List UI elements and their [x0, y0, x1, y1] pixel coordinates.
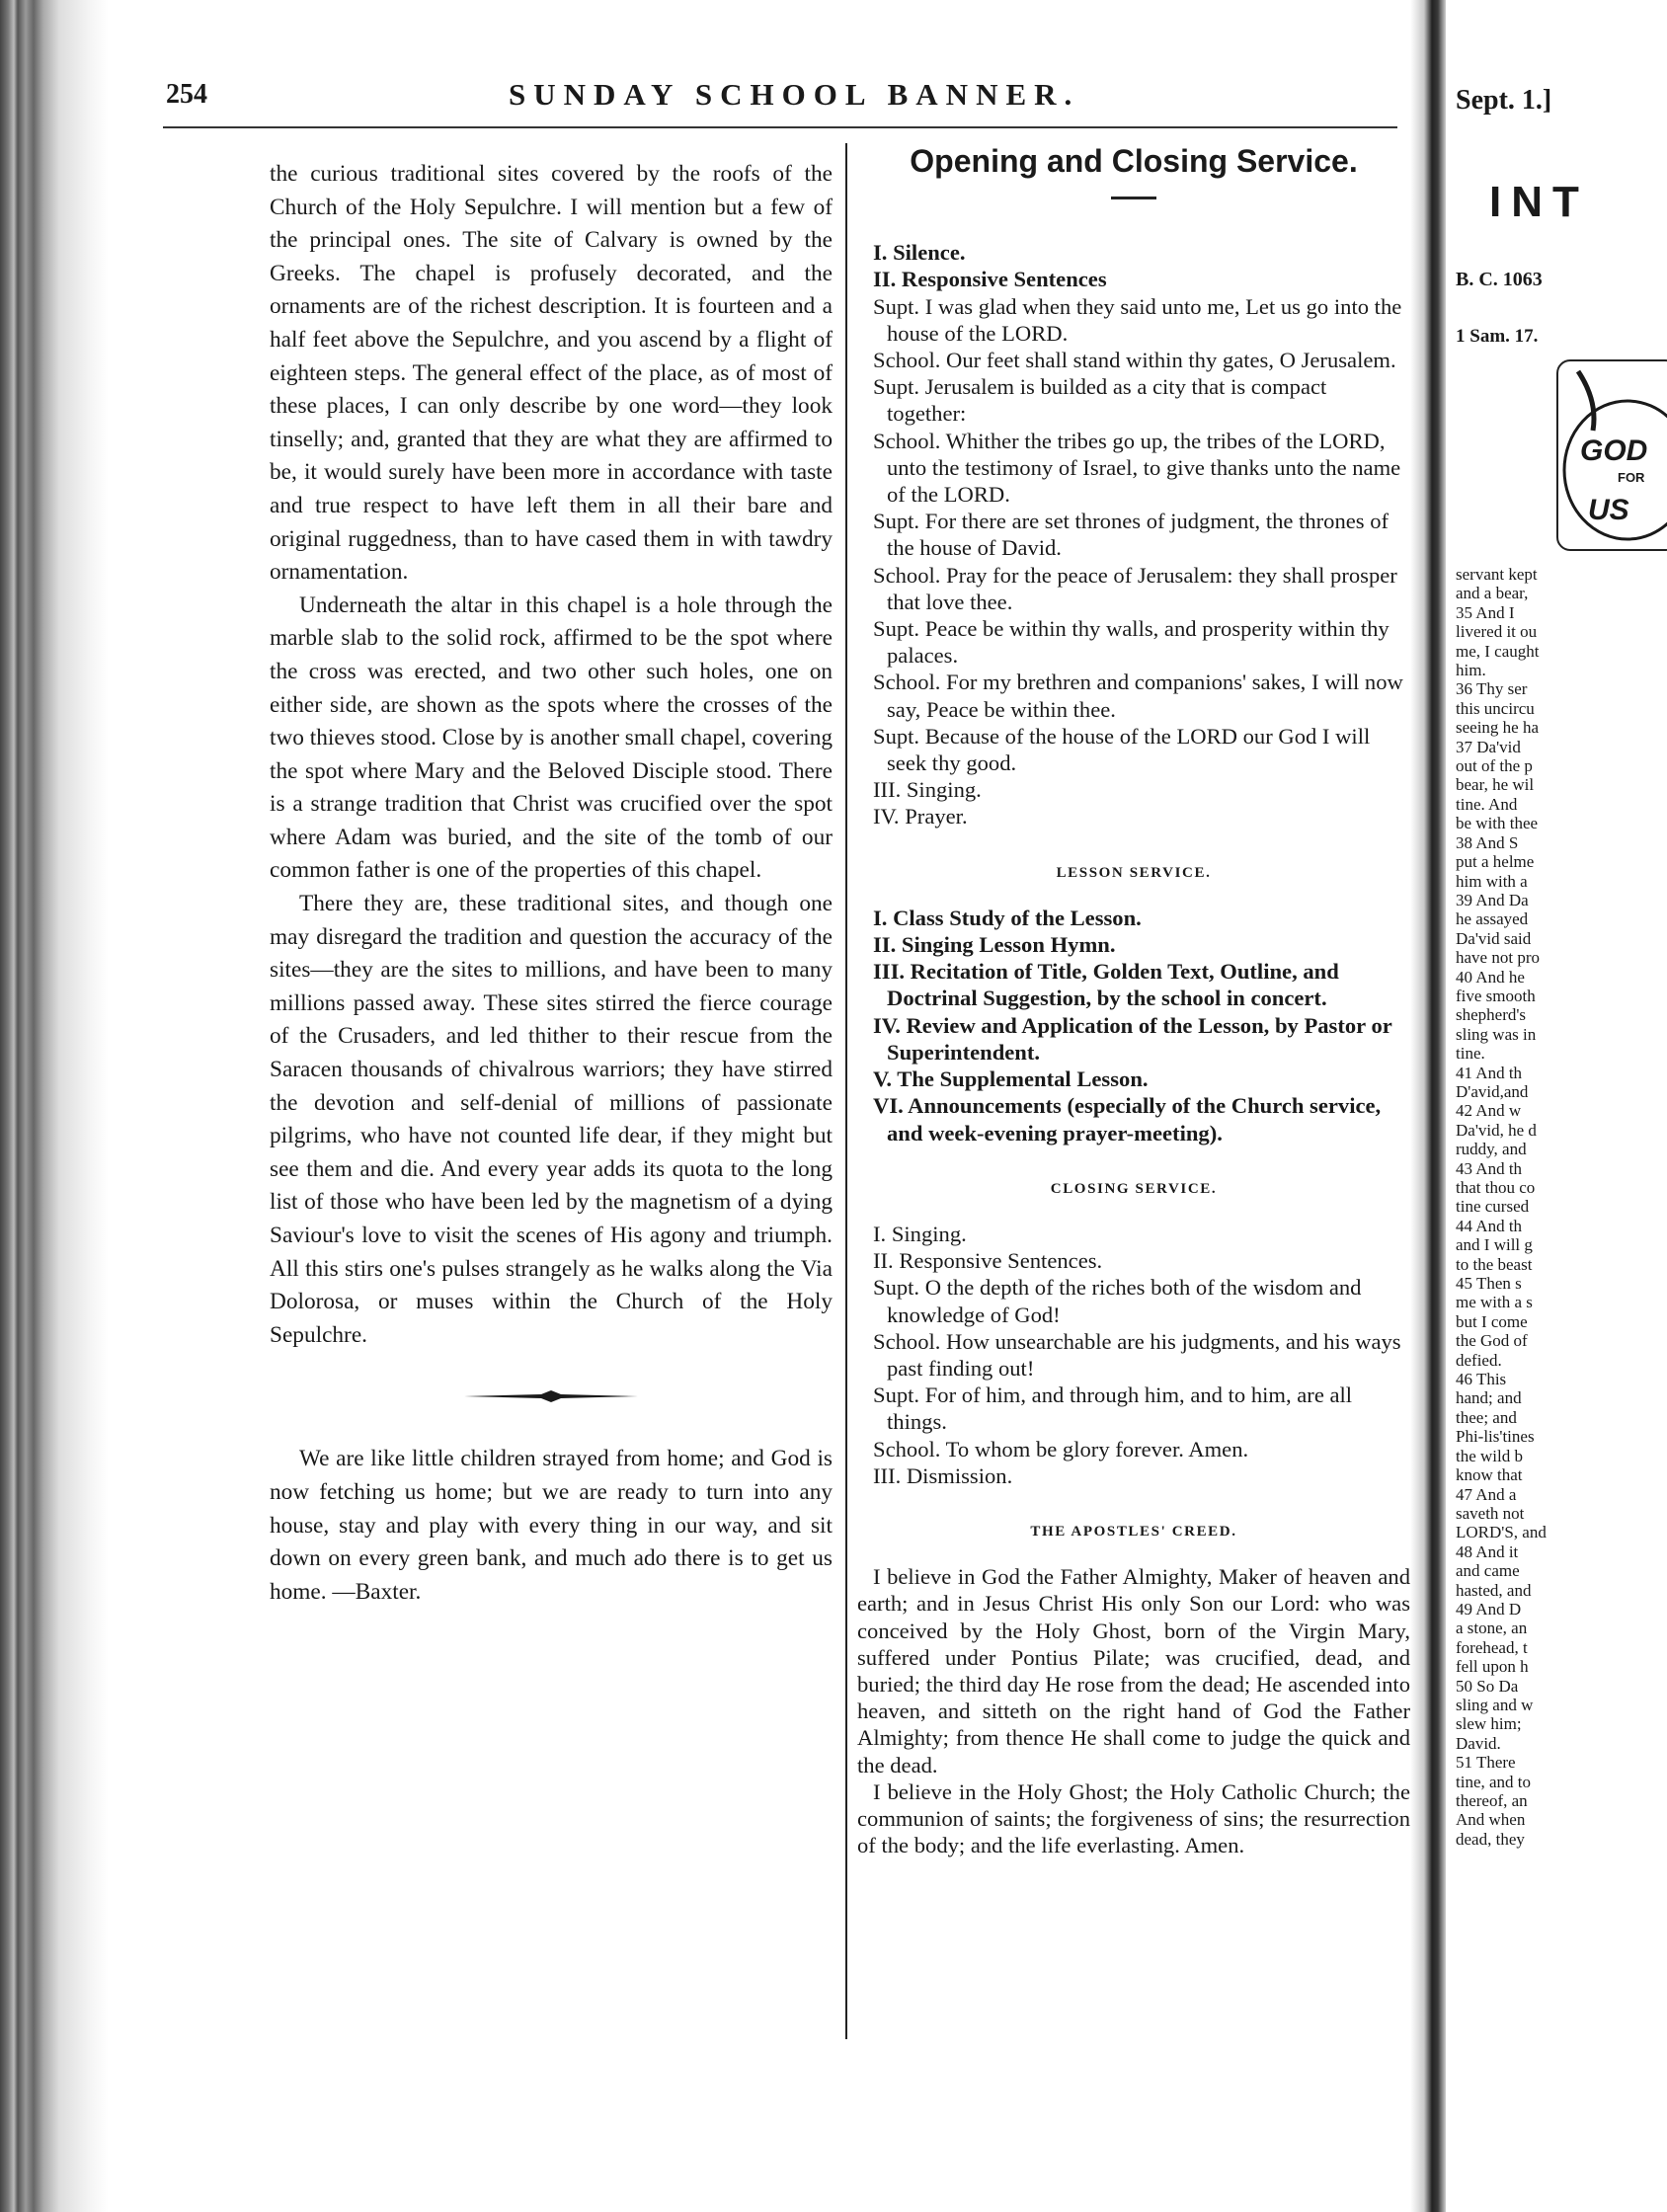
facing-page-line: out of the p	[1456, 756, 1533, 776]
creed-paragraph: I believe in God the Father Almighty, Maker of heaven and earth; and in Jesus Christ His only Son our Lord: who was conceived by the Holy Ghost, born of the Virgin Mary, suffered under Pontius Pilate; was crucified, dead, and buried; the third day He rose from the dead; He ascended into heaven, and sitteth on the right hand of God the Father Almighty; from thence He shall come to judge the quick and the dead.	[857, 1564, 1410, 1778]
facing-page-line: saveth not	[1456, 1503, 1525, 1523]
facing-page-title: INT	[1489, 178, 1589, 226]
facing-page-line: 47 And a	[1456, 1484, 1517, 1504]
opening-service	[857, 239, 1410, 830]
page-number: 254	[166, 79, 207, 110]
creed-paragraph: I believe in the Holy Ghost; the Holy Catholic Church; the communion of saints; the forgiveness of sins; the resurrection of the body; and the life everlasting. Amen.	[857, 1778, 1410, 1858]
facing-page-line: this uncircu	[1456, 698, 1535, 718]
facing-page-year: B. C. 1063	[1456, 269, 1543, 290]
facing-page-reference: 1 Sam. 17.	[1456, 326, 1539, 347]
facing-page-line: him with a	[1456, 871, 1528, 891]
facing-page-line: him.	[1456, 661, 1486, 680]
facing-page-line: and I will g	[1456, 1235, 1533, 1255]
running-title: SUNDAY SCHOOL BANNER.	[509, 77, 1080, 112]
facing-page-line: 37 Da'vid	[1456, 737, 1521, 756]
opening-line: Supt. Peace be within thy walls, and prosperity within thy palaces.	[873, 616, 1389, 669]
book-binding-edge	[0, 0, 109, 2212]
page-gutter	[1410, 0, 1446, 2212]
creed-heading: THE APOSTLES' CREED.	[1030, 1523, 1237, 1540]
article-paragraph-3: There they are, these traditional sites, and though one may disregard the tradition and question the accuracy of the sites—they are the sites to millions, and have been to many millions passed away. These sites stirred the fierce courage of the Crusaders, and led thither to their rescue from the Saracen thousands of chivalrous warriors; they have stirred the devotion and self-denial of millions of passionate pilgrims, who have not counted life dear, if they might but see them and die. And every year adds its quota to the long list of those who have been led by the magnetism of a dying Saviour's love to visit the scenes of His agony and triumph. All this stirs one's pulses strangely as he walks along the Via Dolorosa, or muses within the Church of the Holy Sepulchre.	[270, 891, 833, 1348]
lesson-line: I. Class Study of the Lesson.	[873, 905, 1142, 930]
facing-page-line: 35 And I	[1456, 602, 1515, 622]
opening-line: I. Silence.	[873, 240, 966, 266]
facing-page-line: defied.	[1456, 1350, 1502, 1370]
lesson-line: III. Recitation of Title, Golden Text, Outline, and Doctrinal Suggestion, by the school in concert.	[873, 959, 1339, 1011]
left-column	[270, 158, 833, 1609]
ornament-divider	[462, 1389, 640, 1403]
facing-page-line: that thou co	[1456, 1178, 1536, 1197]
facing-page-line: 48 And it	[1456, 1541, 1519, 1561]
facing-page-line: but I come	[1456, 1311, 1528, 1331]
facing-page-line: slew him;	[1456, 1714, 1522, 1734]
facing-page-line: to the beast	[1456, 1254, 1533, 1274]
emblem-word-for: FOR	[1618, 470, 1645, 485]
facing-page-text	[1456, 565, 1667, 1849]
facing-page-line: thee; and	[1456, 1407, 1517, 1427]
facing-page-line: David.	[1456, 1733, 1501, 1753]
article-paragraph-1: the curious traditional sites covered by the roofs of the Church of the Holy Sepulchre. I will mention but a few of the principal ones. The site of Calvary is owned by the Greeks. The chapel is profusely decorated, and the ornaments are of the richest description. It is fourteen and a half feet above the Sepulchre, and you ascend by a flight of eighteen steps. The general effect of the place, as of most of these places, I can only describe by one word—they look tinselly; and, granted that they are what they are affirmed to be, it would surely have been more in accordance with taste and true respect to have left them in all their bare and original ruggedness, than to have cased them in with tawdry ornamentation.	[270, 161, 833, 586]
column-divider	[845, 143, 847, 2039]
facing-page-line: 51 There	[1456, 1753, 1516, 1773]
opening-line: Supt. Because of the house of the LORD our God I will seek thy good.	[873, 723, 1371, 776]
service-title: Opening and Closing Service.	[910, 143, 1358, 179]
facing-page-line: seeing he ha	[1456, 718, 1540, 738]
facing-page-line: tine. And	[1456, 794, 1518, 814]
facing-page-line: livered it ou	[1456, 622, 1538, 642]
facing-page-line: Phi-lis'tines	[1456, 1427, 1535, 1447]
closing-line: School. To whom be glory forever. Amen.	[873, 1436, 1249, 1462]
facing-page-line: 36 Thy ser	[1456, 679, 1528, 699]
facing-page-line: forehead, t	[1456, 1637, 1528, 1657]
header-rule	[163, 126, 1397, 128]
facing-page-line: 50 So Da	[1456, 1676, 1519, 1696]
right-column	[857, 143, 1410, 1858]
facing-page-line: 43 And th	[1456, 1158, 1523, 1178]
closing-line: II. Responsive Sentences.	[873, 1248, 1103, 1274]
facing-page-line: me with a s	[1456, 1293, 1533, 1312]
facing-page-line: sling was in	[1456, 1024, 1537, 1044]
opening-line: II. Responsive Sentences	[873, 267, 1107, 292]
lesson-service-heading: LESSON SERVICE.	[1056, 864, 1212, 881]
facing-page-line: know that	[1456, 1465, 1523, 1485]
facing-page-line: 41 And th	[1456, 1063, 1523, 1082]
facing-page-line: five smooth	[1456, 986, 1536, 1005]
opening-line: IV. Prayer.	[873, 804, 968, 830]
article-paragraph-2: Underneath the altar in this chapel is a hole through the marble slab to the solid rock, affirmed to be the spot where the cross was erected, and two other such holes, one on either side, are shown as the spots where the crosses of the two thieves stood. Close by is another small chapel, covering the spot where Mary and the Beloved Disciple stood. There is a strange tradition that Christ was crucified over the spot where Adam was buried, and the site of the tomb of our common father is one of the properties of this chapel.	[270, 592, 834, 884]
closing-line: School. How unsearchable are his judgments, and his ways past finding out!	[873, 1328, 1401, 1381]
facing-page-line: Da'vid, he d	[1456, 1120, 1537, 1140]
facing-page-line: 49 And D	[1456, 1599, 1522, 1619]
facing-page-line: sling and w	[1456, 1695, 1534, 1714]
facing-page-line: Da'vid said	[1456, 928, 1532, 948]
facing-page-line: LORD'S, and	[1456, 1523, 1547, 1542]
facing-page	[1446, 0, 1667, 2212]
facing-page-line: and a bear,	[1456, 584, 1529, 603]
closing-line: I. Singing.	[873, 1221, 967, 1246]
facing-page-line: and came	[1456, 1561, 1520, 1581]
facing-page-line: tine cursed	[1456, 1197, 1530, 1217]
facing-page-line: dead, they	[1456, 1829, 1525, 1849]
opening-line: Supt. I was glad when they said unto me, Let us go into the house of the LORD.	[873, 293, 1402, 346]
facing-page-line: hasted, and	[1456, 1580, 1532, 1600]
facing-page-line: fell upon h	[1456, 1657, 1529, 1677]
emblem-word-us: US	[1588, 494, 1629, 526]
facing-page-line: D'avid,and	[1456, 1081, 1529, 1101]
facing-page-line: be with thee	[1456, 814, 1539, 833]
lesson-service	[857, 905, 1410, 1146]
facing-page-line: thereof, an	[1456, 1791, 1528, 1810]
facing-page-line: tine, and to	[1456, 1772, 1532, 1791]
facing-page-line: the wild b	[1456, 1446, 1523, 1465]
facing-page-line: a stone, an	[1456, 1619, 1528, 1638]
lesson-line: VI. Announcements (especially of the Church service, and week-evening prayer-meeting).	[873, 1093, 1382, 1146]
facing-page-line: shepherd's	[1456, 1005, 1527, 1025]
opening-line: School. For my brethren and companions' sakes, I will now say, Peace be within thee.	[873, 670, 1403, 722]
facing-page-line: ruddy, and	[1456, 1140, 1527, 1159]
facing-page-line: tine.	[1456, 1044, 1485, 1064]
facing-page-line: 42 And w	[1456, 1101, 1522, 1121]
facing-page-line: have not pro	[1456, 948, 1540, 968]
facing-page-line: me, I caught	[1456, 641, 1540, 661]
lesson-line: II. Singing Lesson Hymn.	[873, 932, 1116, 958]
opening-line: School. Our feet shall stand within thy gates, O Jerusalem.	[873, 348, 1396, 373]
closing-line: Supt. For of him, and through him, and to him, are all things.	[873, 1382, 1353, 1435]
facing-page-line: 39 And Da	[1456, 890, 1529, 909]
title-rule	[1111, 197, 1156, 199]
apostles-creed	[857, 1563, 1410, 1858]
lesson-line: V. The Supplemental Lesson.	[873, 1066, 1149, 1092]
facing-page-line: the God of	[1456, 1331, 1528, 1351]
emblem-graphic	[1558, 361, 1667, 549]
lesson-line: IV. Review and Application of the Lesson, by Pastor or Superintendent.	[873, 1012, 1392, 1065]
facing-page-line: 45 Then s	[1456, 1274, 1522, 1294]
facing-page-line: he assayed	[1456, 909, 1529, 929]
facing-page-line: hand; and	[1456, 1388, 1522, 1408]
closing-service	[857, 1221, 1410, 1489]
facing-page-line: servant kept	[1456, 565, 1538, 584]
facing-page-date: Sept. 1.]	[1456, 85, 1552, 116]
facing-page-line: 40 And he	[1456, 967, 1525, 987]
facing-page-line: 46 This	[1456, 1370, 1507, 1389]
facing-page-line: bear, he wil	[1456, 775, 1535, 795]
facing-page-line: 38 And S	[1456, 832, 1519, 852]
opening-line: III. Singing.	[873, 777, 982, 803]
facing-page-line: put a helme	[1456, 852, 1535, 872]
baxter-quote: We are like little children strayed from home; and God is now fetching us home; but we are ready to turn into any house, stay and play with every thing in our way, and sit down on every green bank, and much ado there is to get us home. —Baxter.	[270, 1446, 833, 1605]
facing-page-line: 44 And th	[1456, 1216, 1523, 1235]
facing-page-line: And when	[1456, 1810, 1526, 1830]
closing-line: III. Dismission.	[873, 1462, 1013, 1488]
emblem-word-god: GOD	[1580, 434, 1648, 467]
god-for-us-emblem	[1556, 359, 1667, 551]
closing-service-heading: CLOSING SERVICE.	[1050, 1180, 1218, 1197]
opening-line: School. Whither the tribes go up, the tribes of the LORD, unto the testimony of Israel, to give thanks unto the name of the LORD.	[873, 428, 1401, 508]
opening-line: School. Pray for the peace of Jerusalem: they shall prosper that love thee.	[873, 562, 1397, 614]
closing-line: Supt. O the depth of the riches both of the wisdom and knowledge of God!	[873, 1275, 1362, 1327]
opening-line: Supt. For there are set thrones of judgment, the thrones of the house of David.	[873, 509, 1389, 561]
opening-line: Supt. Jerusalem is builded as a city that is compact together:	[873, 374, 1327, 427]
